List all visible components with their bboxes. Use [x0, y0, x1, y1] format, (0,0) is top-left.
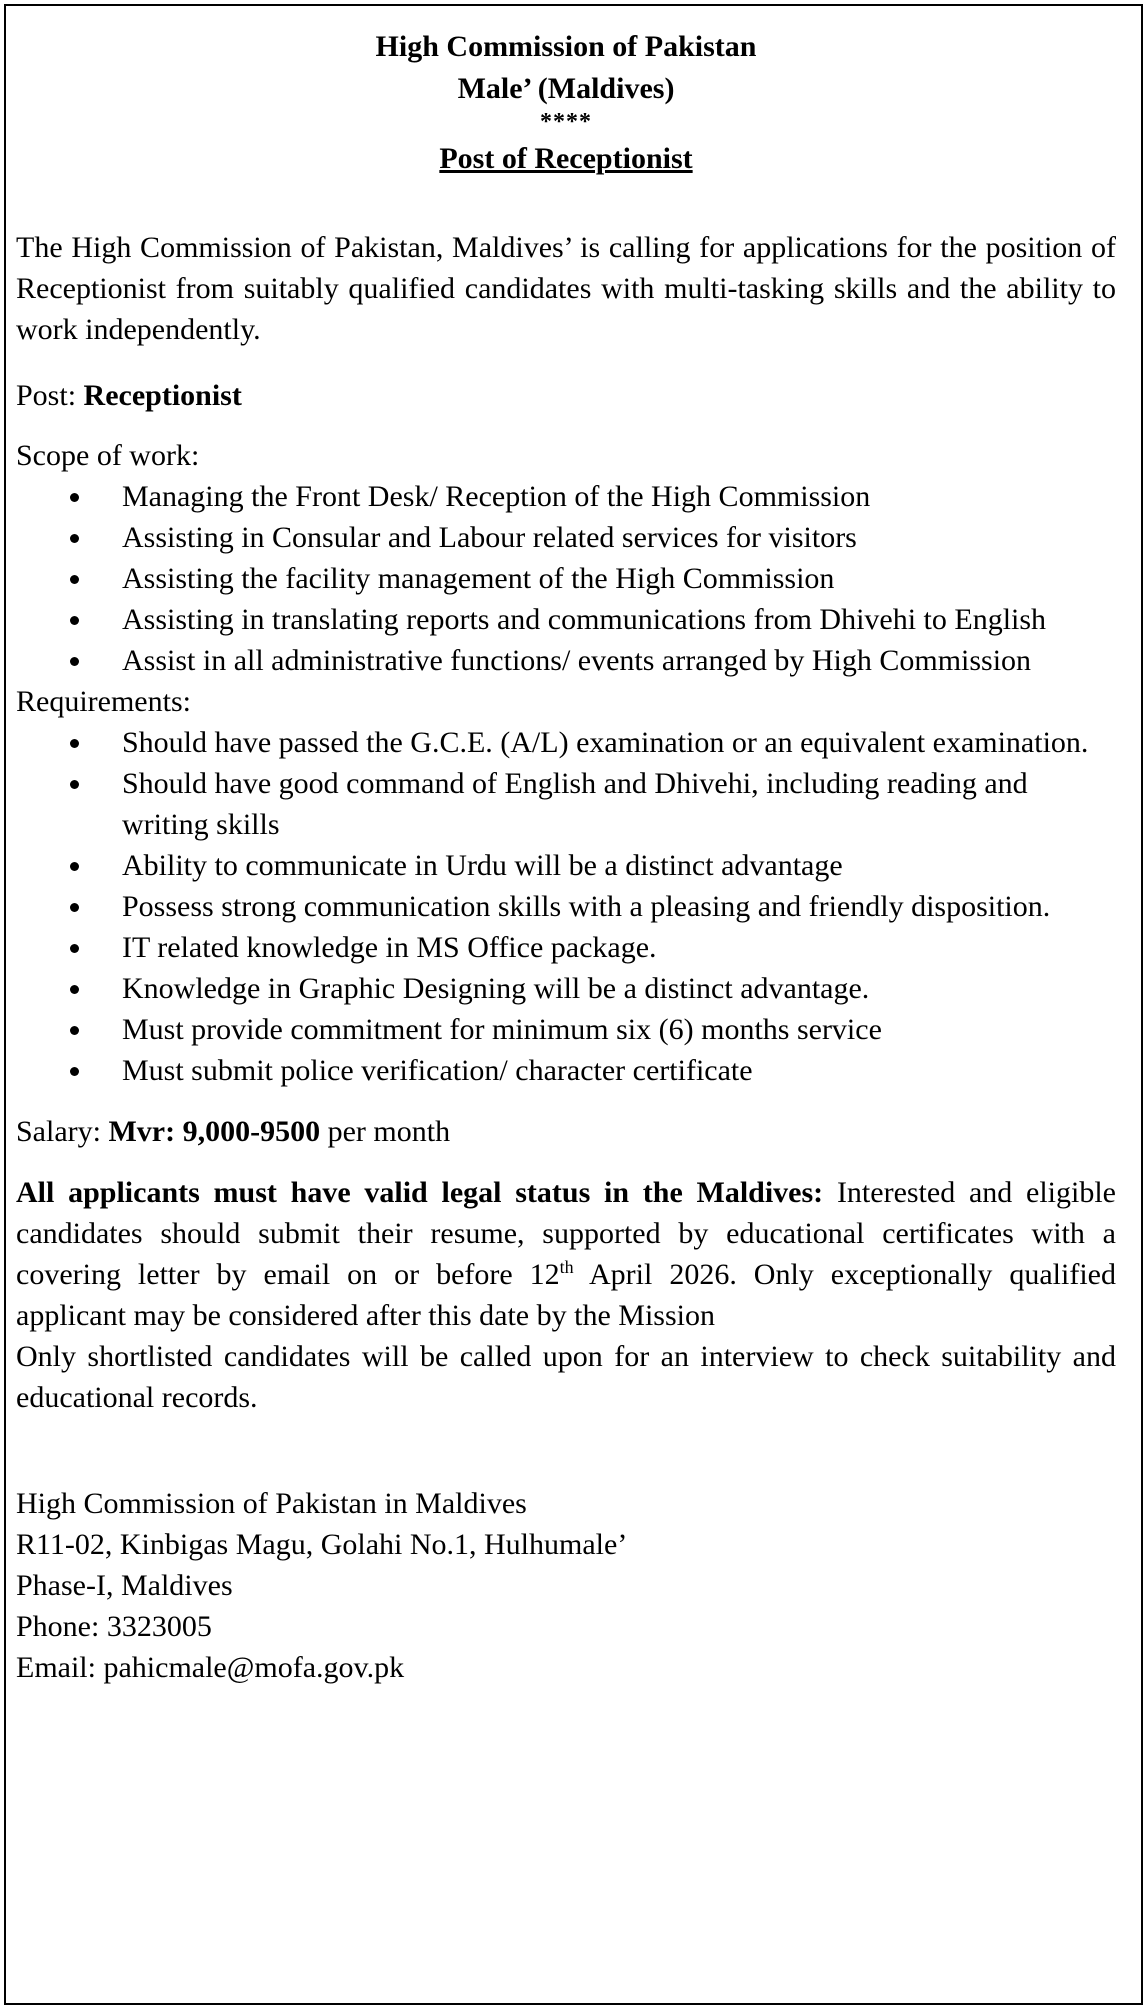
- scope-label: Scope of work:: [16, 439, 200, 472]
- bullet-icon: [70, 780, 79, 789]
- bullet-icon: [70, 985, 79, 994]
- list-item: [16, 640, 1116, 681]
- contact-address-line2: Phase-I, Maldives: [16, 1569, 233, 1602]
- salary-line: [16, 1111, 1116, 1152]
- list-item-text: Assisting in Consular and Labour related services for visitors: [122, 521, 857, 554]
- list-item: [16, 558, 1116, 599]
- list-item-text: Knowledge in Graphic Designing will be a distinct advantage.: [122, 972, 870, 1005]
- intro-paragraph: The High Commission of Pakistan, Maldives’ is calling for applications for the position of Receptionist from suitably qualified candidates with multi-tasking skills and the ability to work independently.: [16, 231, 1116, 346]
- list-item-text: Ability to communicate in Urdu will be a distinct advantage: [122, 849, 843, 882]
- bullet-icon: [70, 1067, 79, 1076]
- salary-value: Mvr: 9,000-9500: [108, 1115, 321, 1148]
- bullet-icon: [70, 657, 79, 666]
- list-item-text: Possess strong communication skills with a pleasing and friendly disposition.: [122, 890, 1051, 923]
- legal-status-notice: All applicants must have valid legal status in the Maldives:: [16, 1176, 824, 1209]
- requirements-list: [16, 722, 1116, 1091]
- list-item: [16, 722, 1116, 763]
- post-value: Receptionist: [83, 379, 242, 412]
- header-block: [16, 26, 1116, 180]
- list-item: [16, 476, 1116, 517]
- post-line: [16, 375, 1116, 416]
- bullet-icon: [70, 862, 79, 871]
- list-item: [16, 763, 1116, 845]
- list-item: [16, 1050, 1116, 1091]
- bullet-icon: [70, 903, 79, 912]
- application-text: Interested and eligible candidates should submit their resume, supported by educational certificates with a covering letter by email on or before 12: [16, 1176, 1117, 1291]
- bullet-icon: [70, 616, 79, 625]
- list-item-text: Assisting the facility management of the High Commission: [122, 562, 835, 595]
- list-item: [16, 599, 1116, 640]
- shortlist-paragraph: Only shortlisted candidates will be called upon for an interview to check suitability and educational records.: [16, 1340, 1116, 1414]
- list-item-text: Assist in all administrative functions/ events arranged by High Commission: [122, 644, 1032, 677]
- stars-separator: ****: [540, 109, 592, 135]
- org-title: High Commission of Pakistan: [375, 30, 757, 63]
- bullet-icon: [70, 944, 79, 953]
- application-text-after-date: April 2026. Only exceptionally qualified applicant may be considered after this date by the Mission: [16, 1258, 1116, 1332]
- list-item-text: Must provide commitment for minimum six (6) months service: [122, 1013, 882, 1046]
- post-title: Post of Receptionist: [439, 142, 693, 175]
- post-label: Post:: [16, 379, 77, 412]
- list-item: [16, 845, 1116, 886]
- contact-phone: Phone: 3323005: [16, 1610, 212, 1643]
- bullet-icon: [70, 534, 79, 543]
- list-item-text: Managing the Front Desk/ Reception of the High Commission: [122, 480, 871, 513]
- city-title: Male’ (Maldives): [457, 72, 675, 105]
- bullet-icon: [70, 493, 79, 502]
- application-paragraph: [16, 1172, 1116, 1336]
- list-item: [16, 968, 1116, 1009]
- salary-label: Salary:: [16, 1115, 101, 1148]
- salary-suffix: per month: [327, 1115, 451, 1148]
- scope-list: [16, 476, 1116, 681]
- advertisement-content: [16, 26, 1116, 1688]
- list-item: [16, 517, 1116, 558]
- contact-address-line1: R11-02, Kinbigas Magu, Golahi No.1, Hulhumale’: [16, 1528, 628, 1561]
- contact-block: [16, 1483, 1116, 1688]
- contact-name: High Commission of Pakistan in Maldives: [16, 1487, 527, 1520]
- list-item-text: IT related knowledge in MS Office package.: [122, 931, 657, 964]
- list-item-text: Should have good command of English and Dhivehi, including reading and writing skills: [122, 767, 1028, 841]
- list-item-text: Must submit police verification/ character certificate: [122, 1054, 753, 1087]
- bullet-icon: [70, 1026, 79, 1035]
- bullet-icon: [70, 739, 79, 748]
- date-superscript: th: [559, 1257, 574, 1277]
- list-item: [16, 886, 1116, 927]
- requirements-label: Requirements:: [16, 685, 191, 718]
- list-item: [16, 1009, 1116, 1050]
- bullet-icon: [70, 575, 79, 584]
- list-item-text: Assisting in translating reports and communications from Dhivehi to English: [122, 603, 1047, 636]
- list-item: [16, 927, 1116, 968]
- list-item-text: Should have passed the G.C.E. (A/L) examination or an equivalent examination.: [122, 726, 1089, 759]
- contact-email: Email: pahicmale@mofa.gov.pk: [16, 1651, 405, 1684]
